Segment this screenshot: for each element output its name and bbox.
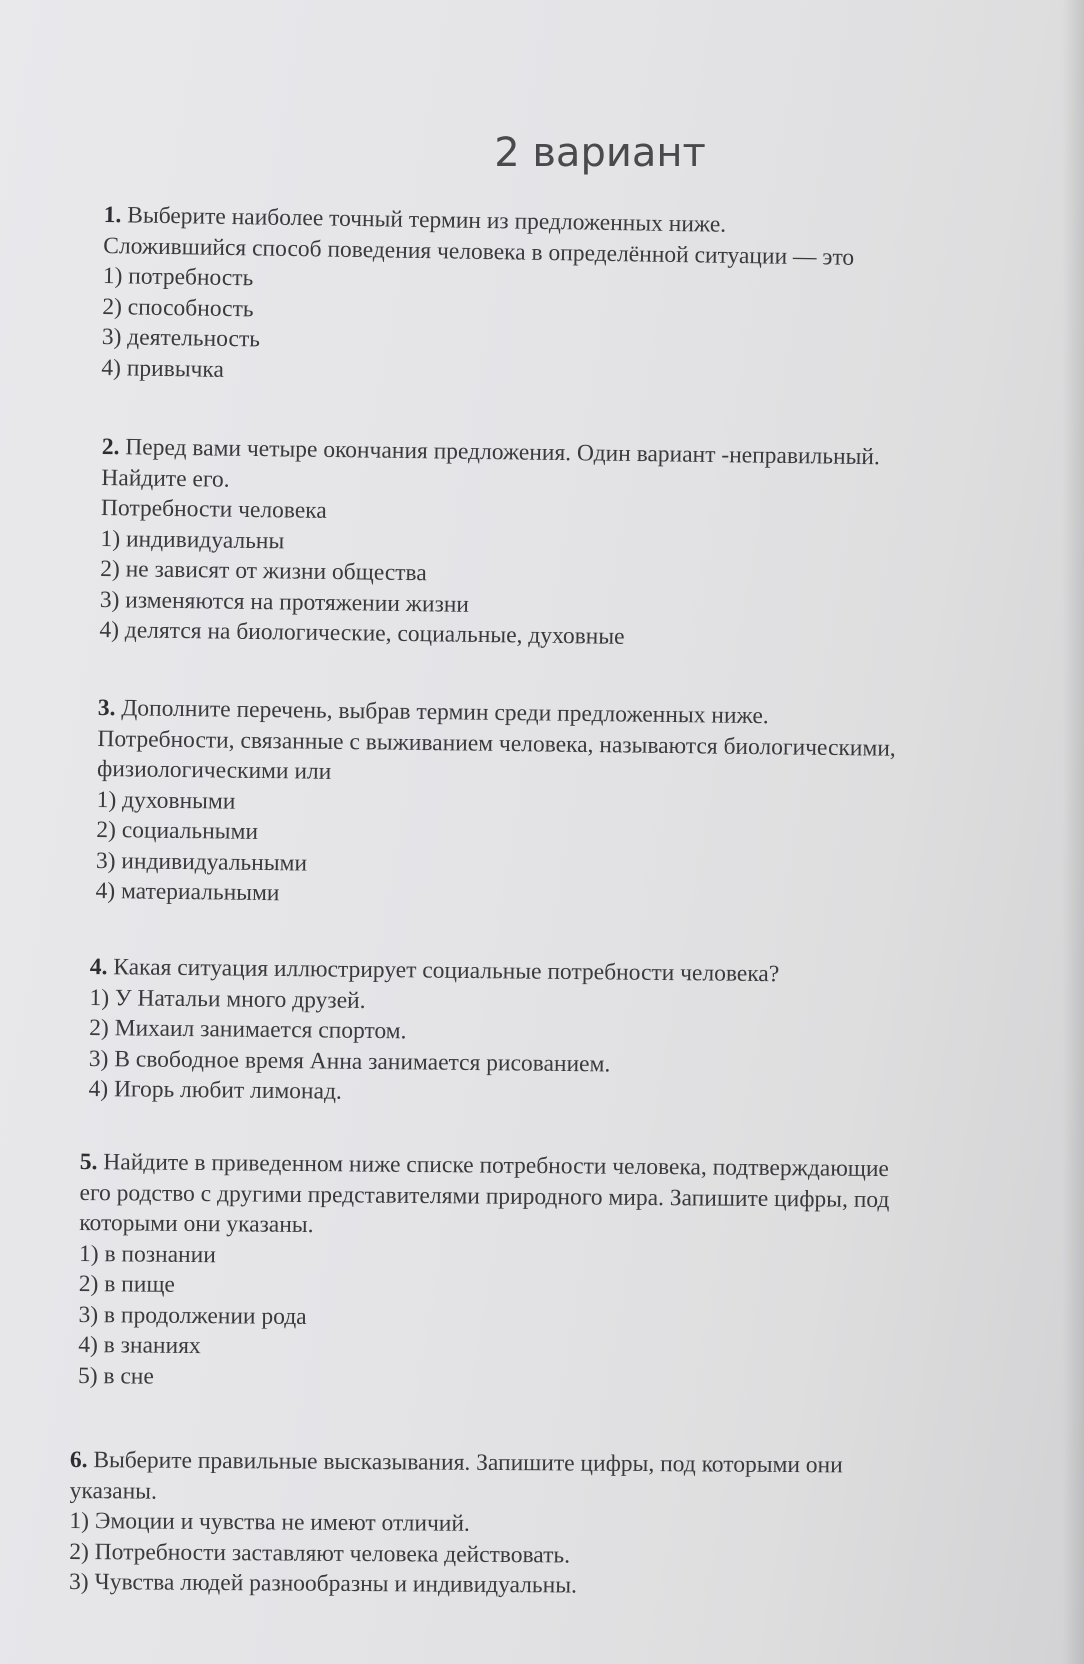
question-6-option-2: 2) Потребности заставляют человека действовать. (69, 1538, 571, 1568)
question-1-option-4: 4) привычка (101, 354, 225, 383)
page-title: 2 вариант (494, 130, 706, 176)
question-2-number: 2. (101, 433, 120, 461)
question-6-prompt (70, 1445, 1000, 1482)
question-1 (101, 200, 1034, 398)
question-4-option-4: 4) Игорь любит лимонад. (88, 1075, 342, 1105)
question-6 (69, 1445, 1000, 1604)
question-2-text: Перед вами четыре окончания предложения. Один вариант -неправильный. (125, 434, 881, 471)
question-1-text: Выберите наиболее точный термин из предложенных ниже. (127, 202, 727, 238)
question-5-option-4: 4) в знаниях (78, 1331, 201, 1360)
question-3-option-4: 4) материальными (95, 877, 280, 907)
question-4-text: Какая ситуация иллюстрирует социальные потребности человека? (113, 954, 780, 988)
question-4-number: 4. (89, 953, 108, 981)
question-3-line-1: Потребности, связанные с выживанием человека, называются биологическими, (97, 725, 896, 762)
question-6-text: Выберите правильные высказывания. Запишите цифры, под которыми они (93, 1447, 843, 1479)
question-5-line-2: которыми они указаны. (79, 1209, 314, 1239)
question-4-option-3: 3) В свободное время Анна занимается рисованием. (88, 1045, 611, 1077)
question-3-text: Дополните перечень, выбрав термин среди предложенных ниже. (121, 695, 769, 730)
question-4-option-1: 1) У Натальи много друзей. (89, 984, 366, 1014)
question-1-line-1: Сложившийся способ поведения человека в определённой ситуации — это (103, 232, 855, 271)
question-6-number: 6. (69, 1447, 88, 1474)
question-3-option-3: 3) индивидуальными (95, 847, 308, 877)
question-2-line-1: Найдите его. (101, 464, 230, 493)
question-3 (95, 693, 1028, 918)
question-1-number: 1. (103, 201, 122, 229)
question-5-option-1: 1) в познании (78, 1240, 216, 1268)
question-5-line-1: его родство с другими представителями природного мира. Запишите цифры, под (79, 1179, 890, 1213)
question-3-option-1: 1) духовными (96, 786, 236, 815)
question-4 (88, 952, 1020, 1114)
question-6-line-1: указаны. (69, 1477, 157, 1505)
question-5 (78, 1147, 1010, 1399)
question-2-option-3: 3) изменяются на протяжении жизни (99, 586, 470, 618)
question-1-option-3: 3) деятельность (101, 323, 261, 353)
question-2-option-1: 1) индивидуальны (100, 525, 285, 554)
question-5-text: Найдите в приведенном ниже списке потребности человека, подтверждающие (103, 1149, 890, 1183)
question-5-number: 5. (79, 1148, 98, 1176)
question-3-line-2: физиологическими или (96, 755, 332, 785)
question-4-option-2: 2) Михаил занимается спортом. (89, 1014, 407, 1045)
question-3-number: 3. (97, 694, 116, 722)
question-1-option-2: 2) способность (102, 293, 254, 322)
question-2-option-4: 4) делятся на биологические, социальные, духовные (99, 616, 625, 650)
question-5-option-2: 2) в пище (78, 1270, 176, 1298)
question-6-option-1: 1) Эмоции и чувства не имеют отличий. (69, 1507, 470, 1537)
question-2-option-2: 2) не зависят от жизни общества (100, 555, 427, 587)
question-5-option-5: 5) в сне (77, 1362, 154, 1390)
page-fold-shadow (1062, 0, 1084, 1664)
question-3-option-2: 2) социальными (96, 816, 259, 845)
question-6-option-3: 3) Чувства людей разнообразны и индивидуальны. (68, 1568, 578, 1599)
question-1-option-1: 1) потребность (102, 262, 254, 292)
question-2 (99, 432, 1032, 658)
question-5-option-3: 3) в продолжении рода (78, 1301, 307, 1330)
question-2-line-2: Потребности человека (100, 494, 327, 524)
